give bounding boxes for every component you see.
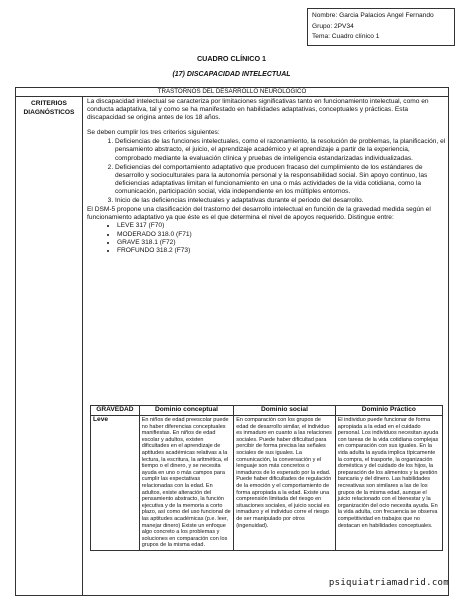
- column-header: Dominio social: [234, 406, 336, 416]
- conceptual-cell: En niños de edad preescolar puede no haber diferencias conceptuales manifiestas. En niños de edad escolar y adultos, existen dificultades en el aprendizaje de aptitudes académicas relativas a la lectura, la escritura, la aritmética, el tiempo o el dinero, y se necesita ayuda en uno o más campos para cumplir las expectativas relacionadas con la edad. En adultos, existe alteración del pensamiento abstracto, la función ejecutiva y de la memoria a corto plazo, así como del uso funcional de las aptitudes académicas (p.e. leer, manejar dinero) Existe un enfoque algo concreto a los problemas y soluciones en comparación con los grupos de la misma edad.: [139, 416, 234, 551]
- severity-table: [90, 405, 443, 551]
- table-header: TRASTORNOS DEL DESARROLLO NEUROLÓGICO: [16, 88, 448, 97]
- student-group: Grupo: 2PV34: [312, 22, 354, 30]
- document-topic: Tema: Cuadro clínico 1: [312, 33, 380, 40]
- student-name: Nombre: Garcia Palacios Angel Fernando: [312, 12, 434, 19]
- table-row: [91, 416, 443, 551]
- criteria-intro: Se deben cumplir los tres criterios siguientes:: [87, 129, 220, 137]
- criterion-item: 2. Deficiencias del comportamiento adaptativo que producen fracaso del cumplimiento de los estándares de desarrollo y socioculturales para la autonomía personal y la responsabilidad social. Sin apoyo continuo, las deficiencias adaptativas limitan el funcionamiento en una o más actividades de la vida cotidiana, como la comunicación, participación social, vida independiente en los múltiples entornos.: [115, 164, 446, 196]
- footer-watermark: psiquiatriamadrid.com: [328, 578, 449, 588]
- level-item: • LEVE 317 (F70): [117, 222, 446, 230]
- severity-label: Leve: [91, 416, 140, 551]
- intro-paragraph: La discapacidad intelectual se caracteriza por limitaciones significativas tanto en funcionamiento intelectual, como en conducta adaptativa, tal y como se ha manifestado en habilidades adaptativas, conceptuales y prácticas. Esta discapacidad se origina antes de los 18 años.: [87, 98, 429, 122]
- practical-cell: El individuo puede funcionar de forma apropiada a la edad en el cuidado personal. Los individuos necesitan ayuda con tareas de la vida cotidiana complejas en comparación con sus iguales. En la vida adulta la ayuda implica típicamente la compra, el trasporte, la organización doméstica y del cuidado de los hijos, la preparación de los alimentos y la gestión bancaria y del dinero. Las habilidades recreativas son similares a las de los grupos de la misma edad, aunque el juicio relacionado con el bienestar y la organización del ocio necesita ayuda. En la vida adulta, con frecuencia se observa competitividad en trabajos que no destacan en habilidades conceptuales.: [335, 416, 442, 551]
- criteria-content: [87, 98, 446, 256]
- criteria-label: CRITERIOS DIAGNÓSTICOS: [16, 97, 83, 595]
- level-item: • GRAVE 318.1 (F72): [117, 239, 446, 247]
- criterion-item: 1. Deficiencias de las funciones intelectuales, como el razonamiento, la resolución de problemas, la planificación, el pensamiento abstracto, el juicio, el aprendizaje académico y el aprendizaje a partir de la experiencia, comprobado mediante la evaluación clínica y pruebas de inteligencia estandarizadas individualizadas.: [115, 138, 446, 162]
- criterion-item: 3. Inicio de las deficiencias intelectuales y adaptativas durante el periodo del desarrollo.: [115, 197, 446, 205]
- criteria-table: [15, 87, 449, 596]
- page-subtitle: (17) DISCAPACIDAD INTELECTUAL: [172, 71, 291, 78]
- level-item: • MODERADO 318.0 (F71): [117, 231, 446, 239]
- severity-levels-list: [87, 222, 446, 255]
- social-cell: En comparación con los grupos de edad de desarrollo similar, el individuo es inmaduro en cuanto a las relaciones sociales. Puede haber dificultad para percibir de forma precisa las señales sociales de sus iguales. La comunicación, la conversación y el lenguaje son más concretos o inmaduros de lo esperado por la edad. Puede haber dificultades de regulación de la emoción y el comportamiento de forma apropiada a la edad. Existe una comprensión limitada del riesgo en situaciones sociales, el juicio social es inmaduro y el individuo corre el riesgo de ser manipulado por otros (ingenuidad).: [234, 416, 336, 551]
- criteria-list: [87, 138, 446, 205]
- dsm-paragraph: El DSM-5 propone una clasificación del trastorno del desarrollo intelectual en función de la gravedad medida según el funcionamiento adaptativo ya que éste es el que determina el nivel de apoyos requerido. Distingue entre:: [87, 206, 431, 222]
- column-header: Dominio Práctico: [335, 406, 442, 416]
- level-item: • FROFUNDO 318.2 (F73): [117, 247, 446, 255]
- column-header: GRAVEDAD: [91, 406, 140, 416]
- page-title: CUADRO CLÍNICO 1: [196, 54, 267, 63]
- column-header: Dominio conceptual: [139, 406, 234, 416]
- student-info-box: [307, 8, 455, 46]
